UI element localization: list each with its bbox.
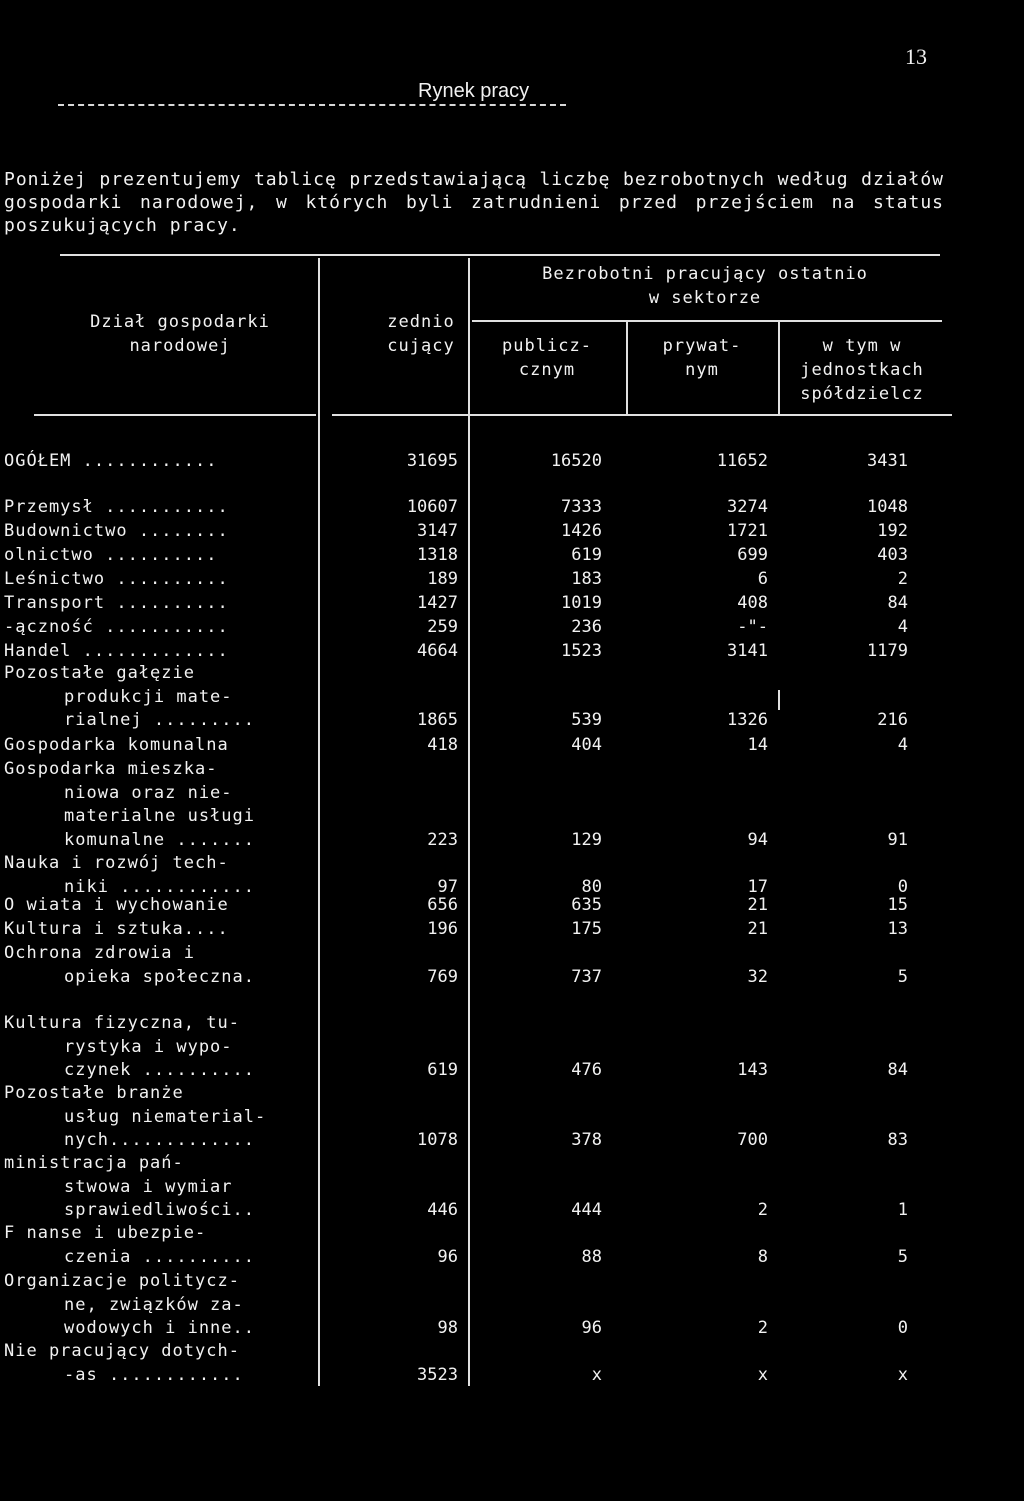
- row-value: 4: [897, 617, 908, 637]
- row-value: 1318: [417, 545, 458, 565]
- row-label-line: Transport ..........: [4, 593, 229, 613]
- row-value: -"-: [737, 617, 768, 637]
- row-value: 192: [877, 521, 908, 541]
- row-value: 175: [571, 919, 602, 939]
- row-value: 15: [887, 895, 908, 915]
- row-label-line: Ochrona zdrowia i: [4, 943, 195, 963]
- row-value: 94: [747, 829, 768, 850]
- row-label-line: czynek ..........: [64, 1060, 255, 1080]
- header-col-poprzednio: [366, 310, 476, 358]
- row-label-line: produkcji mate-: [64, 686, 233, 707]
- row-value: 539: [571, 710, 602, 730]
- row-value: x: [897, 1364, 908, 1385]
- header-col-dzial: [40, 310, 320, 358]
- row-value: 236: [571, 617, 602, 637]
- row-value: 404: [571, 735, 602, 755]
- row-value: 408: [737, 593, 768, 613]
- row-label-line: Organizacje politycz-: [4, 1271, 240, 1291]
- row-label-line: sprawiedliwości..: [64, 1200, 255, 1220]
- row-value: 97: [437, 876, 458, 897]
- row-label-line: F nanse i ubezpie-: [4, 1223, 207, 1243]
- row-value: x: [757, 1364, 768, 1385]
- row-value: 14: [747, 735, 768, 755]
- row-value: 143: [737, 1060, 768, 1080]
- row-label-line: Leśnictwo ..........: [4, 569, 229, 589]
- row-value: 96: [581, 1318, 602, 1338]
- row-value: 1523: [561, 641, 602, 661]
- row-value: 476: [571, 1060, 602, 1080]
- column-divider-3: [626, 322, 628, 416]
- header-group-line: w sektorze: [648, 288, 762, 308]
- row-value: 2: [757, 1200, 768, 1220]
- column-divider-2: [468, 258, 470, 1386]
- row-value: 3523: [417, 1364, 458, 1385]
- row-label-line: OGÓŁEM ............: [4, 451, 218, 471]
- row-value: 84: [887, 1060, 908, 1080]
- row-label-line: O wiata i wychowanie: [4, 895, 229, 915]
- row-value: 7333: [561, 497, 602, 517]
- row-value: 13: [887, 919, 908, 939]
- row-value: 1179: [867, 641, 908, 661]
- row-label-line: ministracja pań-: [4, 1153, 184, 1173]
- row-value: 1721: [727, 521, 768, 541]
- row-value: 1: [897, 1200, 908, 1220]
- row-label-line: Pozostałe branże: [4, 1083, 184, 1103]
- row-value: 1426: [561, 521, 602, 541]
- row-label-line: wodowych i inne..: [64, 1318, 255, 1338]
- row-value: 2: [897, 569, 908, 589]
- header-bottom-rule-1: [34, 414, 316, 416]
- title-rule: [58, 104, 566, 106]
- column-divider-1: [318, 258, 320, 1386]
- group-header-rule: [472, 320, 942, 322]
- row-value: 737: [571, 966, 602, 987]
- row-value: 10607: [406, 497, 458, 517]
- row-value: 189: [427, 569, 458, 589]
- row-value: 31695: [406, 451, 458, 471]
- row-label-line: -as ............: [64, 1364, 244, 1385]
- row-value: 3141: [727, 641, 768, 661]
- row-label-line: Nie pracujący dotych-: [4, 1341, 240, 1361]
- row-value: 619: [427, 1060, 458, 1080]
- row-value: 418: [427, 735, 458, 755]
- row-label-line: Gospodarka komunalna: [4, 735, 229, 755]
- row-value: 656: [427, 895, 458, 915]
- header-col-prywatnym-line: nym: [685, 360, 719, 380]
- row-label-line: stwowa i wymiar: [64, 1176, 233, 1197]
- row-label-line: Kultura fizyczna, tu-: [4, 1013, 240, 1033]
- page-number: 13: [905, 44, 927, 69]
- row-label-line: nych.............: [64, 1130, 255, 1150]
- row-label-line: Pozostałe gałęzie: [4, 663, 195, 683]
- header-col-publicznym: [472, 334, 622, 382]
- row-value: 6: [757, 569, 768, 589]
- row-value: 4664: [417, 641, 458, 661]
- row-label-line: czenia ..........: [64, 1246, 255, 1267]
- row-value: 88: [581, 1246, 602, 1267]
- row-value: 98: [437, 1318, 458, 1338]
- header-col-spoldzielcze-line: jednostkach: [800, 360, 924, 380]
- header-col-publicznym-line: publicz-: [502, 336, 592, 356]
- row-value: 769: [427, 966, 458, 987]
- header-group-line: Bezrobotni pracujący ostatnio: [542, 264, 868, 284]
- row-value: 1048: [867, 497, 908, 517]
- header-col-prywatnym-line: prywat-: [662, 336, 742, 356]
- row-value: 216: [877, 710, 908, 730]
- row-value: 446: [427, 1200, 458, 1220]
- row-label-line: Gospodarka mieszka-: [4, 759, 218, 779]
- row-value: 96: [437, 1246, 458, 1267]
- row-value: 403: [877, 545, 908, 565]
- header-col-publicznym-line: cznym: [518, 360, 576, 380]
- row-value: 700: [737, 1130, 768, 1150]
- row-value: 4: [897, 735, 908, 755]
- column-divider-4: [778, 322, 780, 416]
- row-label-line: ne, związków za-: [64, 1294, 244, 1315]
- row-value: 5: [897, 966, 908, 987]
- row-label-line: komunalne .......: [64, 829, 255, 850]
- row-label-line: Kultura i sztuka....: [4, 919, 229, 939]
- header-col-spoldzielcze-line: w tym w: [822, 336, 902, 356]
- row-value: 259: [427, 617, 458, 637]
- row-label-line: rystyka i wypo-: [64, 1036, 233, 1057]
- row-label-line: niki ............: [64, 876, 255, 897]
- header-group: [470, 262, 940, 310]
- row-value: 16520: [550, 451, 602, 471]
- row-label-line: -ączność ...........: [4, 617, 229, 637]
- row-value: 80: [581, 876, 602, 897]
- header-col-dzial-line: Dział gospodarki: [90, 312, 270, 332]
- row-value: 83: [887, 1130, 908, 1150]
- row-value: x: [591, 1364, 602, 1385]
- header-bottom-rule-2: [332, 414, 952, 416]
- row-value: 91: [887, 829, 908, 850]
- header-col-poprzednio-line: cujący: [387, 336, 455, 356]
- row-value: 0: [897, 1318, 908, 1338]
- row-value: 1019: [561, 593, 602, 613]
- row-value: 21: [747, 895, 768, 915]
- row-value: 378: [571, 1130, 602, 1150]
- header-col-spoldzielcze: [782, 334, 942, 406]
- row-value: 1078: [417, 1130, 458, 1150]
- row-value: 21: [747, 919, 768, 939]
- row-label-line: Handel .............: [4, 641, 229, 661]
- row-value: 8: [757, 1246, 768, 1267]
- row-label-line: Przemysł ...........: [4, 497, 229, 517]
- row-label-line: Budownictwo ........: [4, 521, 229, 541]
- row-value: 1865: [417, 710, 458, 730]
- row-value: 17: [747, 876, 768, 897]
- row-label-line: materialne usługi: [64, 806, 255, 826]
- row-value: 196: [427, 919, 458, 939]
- table-top-rule: [60, 254, 940, 256]
- row-value: 183: [571, 569, 602, 589]
- running-title: Rynek pracy: [418, 80, 530, 102]
- header-col-dzial-line: narodowej: [129, 336, 231, 356]
- row-label-line: opieka społeczna.: [64, 966, 255, 987]
- row-label-line: usług niematerial-: [64, 1106, 267, 1127]
- intro-paragraph: Poniżej prezentujemy tablicę przedstawiającą liczbę bezrobotnych według działów gospodarki narodowej, w których byli zatrudnieni przed przejściem na status poszukujących pracy.: [4, 169, 944, 236]
- row-value: 223: [427, 829, 458, 850]
- header-col-poprzednio-line: zednio: [387, 312, 455, 332]
- row-value: 699: [737, 545, 768, 565]
- header-col-prywatnym: [630, 334, 774, 382]
- row-value: 32: [747, 966, 768, 987]
- row-label-line: rialnej .........: [64, 710, 255, 730]
- row-value: 3274: [727, 497, 768, 517]
- row-value: 129: [571, 829, 602, 850]
- row-value: 84: [887, 593, 908, 613]
- row-value: 2: [757, 1318, 768, 1338]
- row-label-line: niowa oraz nie-: [64, 782, 233, 803]
- row-label-line: olnictwo ..........: [4, 545, 218, 565]
- row-value: 5: [897, 1246, 908, 1267]
- row-value: 0: [897, 876, 908, 897]
- row-value: 3147: [417, 521, 458, 541]
- row-value: 444: [571, 1200, 602, 1220]
- row-value: 11652: [716, 451, 768, 471]
- row-label-line: Nauka i rozwój tech-: [4, 853, 229, 873]
- column-divider-5: [778, 690, 780, 710]
- row-value: 3431: [867, 451, 908, 471]
- row-value: 1326: [727, 710, 768, 730]
- header-col-spoldzielcze-line: spółdzielcz: [800, 384, 924, 404]
- row-value: 619: [571, 545, 602, 565]
- row-value: 1427: [417, 593, 458, 613]
- row-value: 635: [571, 895, 602, 915]
